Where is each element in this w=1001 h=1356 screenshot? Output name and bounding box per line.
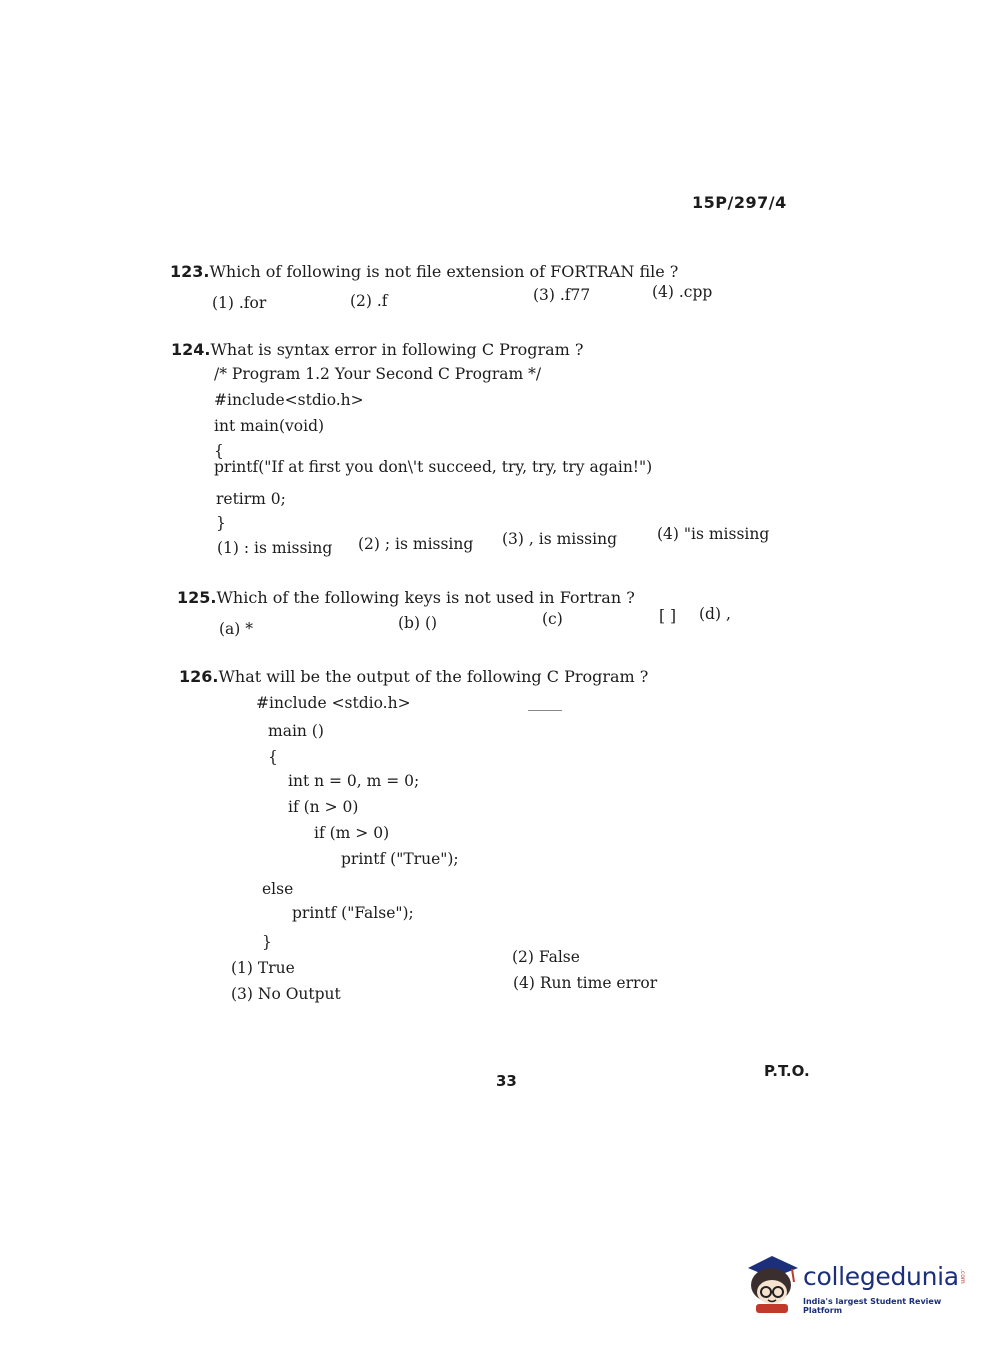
q126-option-2: (2) False [512, 948, 580, 966]
logo-tagline: India's largest Student Review Platform [803, 1297, 942, 1315]
q125-option-d: (d) , [699, 605, 731, 623]
q123-option-3: (3) .f77 [533, 286, 591, 304]
q126-code-line: { [268, 748, 278, 766]
q124-code-line: } [216, 514, 226, 532]
q126-option-1: (1) True [231, 959, 295, 977]
q123-option-4: (4) .cpp [652, 283, 713, 301]
q123-option-1: (1) .for [212, 294, 267, 312]
q126-code-line: printf ("False"); [292, 904, 414, 922]
q125-option-a: (a) * [219, 620, 254, 638]
question-126 [179, 667, 648, 686]
q125-option-b: (b) () [398, 614, 438, 632]
page-number: 33 [496, 1072, 517, 1090]
q126-code-line: int n = 0, m = 0; [288, 772, 420, 790]
q126-code-line: printf ("True"); [341, 850, 459, 868]
q124-code-line: { [214, 442, 224, 460]
pto-label: P.T.O. [764, 1062, 810, 1080]
question-text: Which of the following keys is not used in Fortran ? [216, 588, 635, 607]
q124-code-line: #include<stdio.h> [214, 391, 364, 409]
question-text: What will be the output of the following C Program ? [218, 667, 649, 686]
question-125 [177, 588, 635, 607]
q124-code-line: int main(void) [214, 417, 325, 435]
q124-code-line: retirm 0; [216, 490, 286, 508]
q126-code-line: } [262, 933, 272, 951]
logo-wordmark: collegedunia [803, 1262, 959, 1291]
scan-mark [528, 710, 562, 711]
q126-code-line: else [262, 880, 294, 898]
question-number: 124. [171, 340, 211, 359]
q124-code-line: /* Program 1.2 Your Second C Program */ [214, 365, 542, 383]
q124-option-1: (1) : is missing [217, 539, 333, 557]
q126-code-line: if (m > 0) [314, 824, 390, 842]
q124-code-line: printf("If at first you don\'t succeed, try, try, try again!") [214, 458, 653, 476]
q124-option-2: (2) ; is missing [358, 535, 474, 553]
question-text: What is syntax error in following C Program ? [210, 340, 584, 359]
logo-domain: .com [959, 1269, 966, 1284]
question-number: 126. [179, 667, 219, 686]
q124-option-4: (4) "is missing [657, 525, 770, 543]
question-number: 123. [170, 262, 210, 281]
question-number: 125. [177, 588, 217, 607]
q126-option-4: (4) Run time error [513, 974, 658, 992]
q123-option-2: (2) .f [350, 292, 388, 310]
q126-code-line: #include <stdio.h> [256, 694, 411, 712]
q126-code-line: if (n > 0) [288, 798, 359, 816]
q126-code-line: main () [268, 722, 324, 740]
graduate-mascot-icon [742, 1252, 802, 1318]
question-text: Which of following is not file extension of FORTRAN file ? [209, 262, 679, 281]
paper-code: 15P/297/4 [692, 193, 787, 212]
q124-option-3: (3) , is missing [502, 530, 618, 548]
question-123 [170, 262, 678, 281]
q126-option-3: (3) No Output [231, 985, 341, 1003]
question-124 [171, 340, 583, 359]
q125-option-c-symbol: [ ] [659, 607, 677, 625]
q125-option-c: (c) [542, 610, 563, 628]
collegedunia-logo [742, 1252, 972, 1318]
